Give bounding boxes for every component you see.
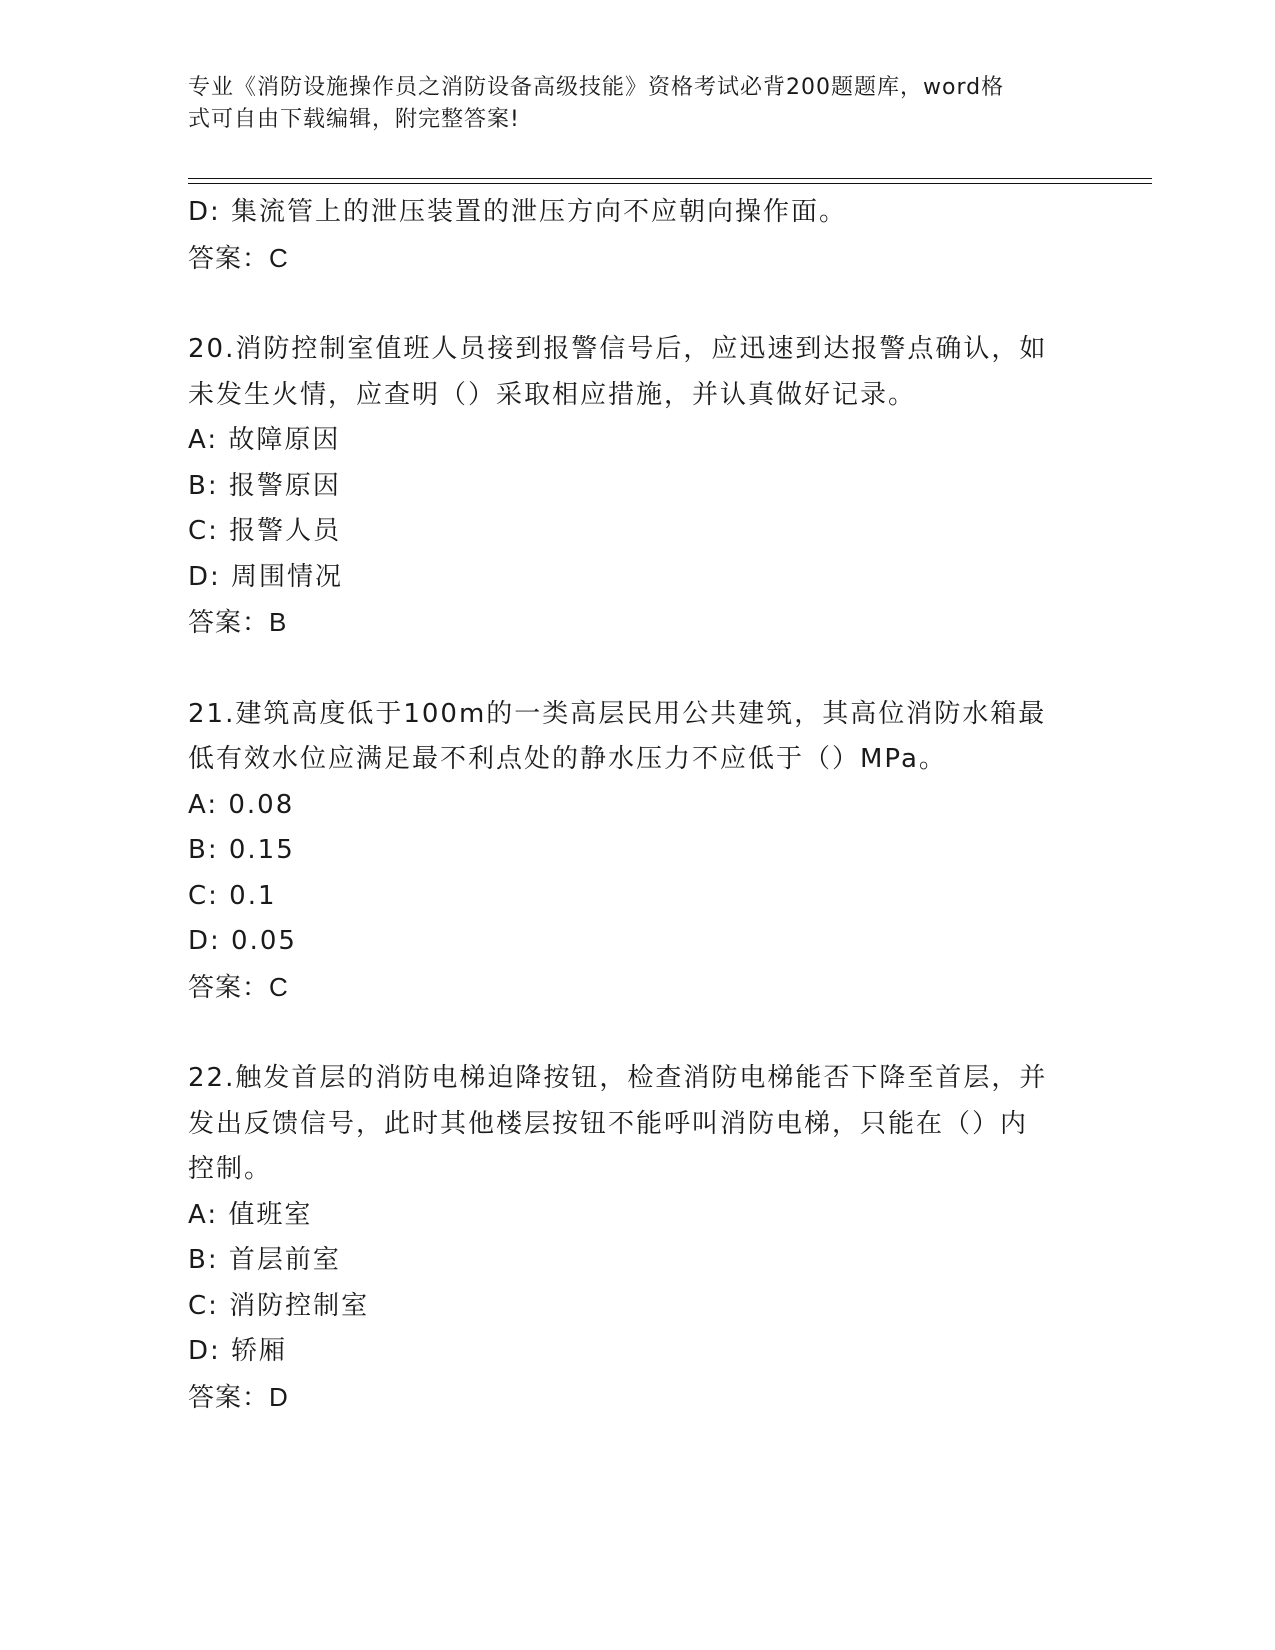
option-c: C: 报警人员	[188, 516, 342, 546]
question-21	[188, 692, 1088, 1011]
option-c: C: 消防控制室	[188, 1290, 370, 1321]
question-22	[188, 1056, 1088, 1420]
option-d: D: 轿厢	[188, 1336, 288, 1366]
option-a: A: 0.08	[188, 789, 295, 820]
question-stem-line: 低有效水位应满足最不利点处的静水压力不应低于（）MPa。	[188, 744, 947, 774]
question-20	[188, 327, 1088, 646]
option-a: A: 故障原因	[188, 425, 341, 455]
option-c: C: 0.1	[188, 880, 277, 911]
answer: 答案：D	[188, 1381, 289, 1412]
answer: 答案：C	[188, 971, 289, 1002]
previous-question-tail	[188, 190, 1088, 281]
answer: 答案：C	[188, 242, 289, 273]
header-divider-bottom	[188, 183, 1152, 184]
option-d: D: 0.05	[188, 926, 297, 956]
option-b: B: 报警原因	[188, 470, 341, 501]
option-b: B: 首层前室	[188, 1245, 341, 1275]
spacer	[188, 646, 1088, 692]
question-stem-line: 21.建筑高度低于100m的一类高层民用公共建筑，其高位消防水箱最	[188, 698, 1047, 729]
question-stem-line: 20.消防控制室值班人员接到报警信号后，应迅速到达报警点确认，如	[188, 334, 1048, 364]
option-b: B: 0.15	[188, 835, 295, 865]
header-divider-top	[188, 178, 1152, 179]
option-d: D: 周围情况	[188, 561, 344, 592]
question-stem-line: 未发生火情，应查明（）采取相应措施，并认真做好记录。	[188, 379, 917, 410]
header-line-1: 专业《消防设施操作员之消防设备高级技能》资格考试必背200题题库，word格	[188, 75, 1005, 100]
question-stem-line: 22.触发首层的消防电梯迫降按钮，检查消防电梯能否下降至首层，并	[188, 1063, 1048, 1093]
spacer	[188, 281, 1088, 327]
header-line-2: 式可自由下载编辑，附完整答案!	[188, 107, 520, 132]
question-content	[188, 190, 1088, 1420]
document-header	[188, 72, 1068, 136]
question-stem-line: 发出反馈信号，此时其他楼层按钮不能呼叫消防电梯，只能在（）内	[188, 1108, 1029, 1139]
spacer	[188, 1010, 1088, 1056]
question-stem-line: 控制。	[188, 1154, 273, 1184]
option-a: A: 值班室	[188, 1199, 313, 1230]
answer: 答案：B	[188, 607, 288, 637]
option-d: D: 集流管上的泄压装置的泄压方向不应朝向操作面。	[188, 197, 848, 227]
